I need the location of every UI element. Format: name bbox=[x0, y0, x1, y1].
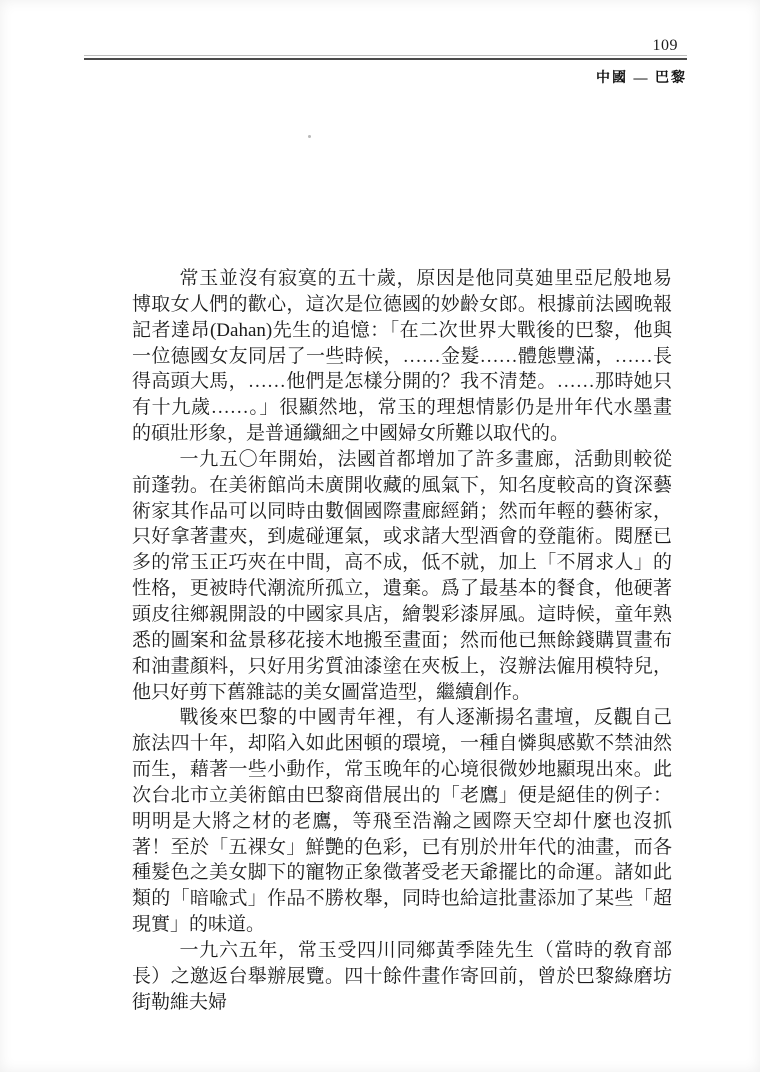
running-header: 中國 — 巴黎 bbox=[596, 71, 687, 86]
scan-speck bbox=[308, 135, 311, 138]
paragraph-3: 戰後來巴黎的中國靑年裡，有人逐漸揚名畫壇，反觀自己旅法四十年，却陷入如此困頓的環境，一種自憐與感歎不禁油然而生，藉著一些小動作，常玉晚年的心境很微妙地顯現出來。此次台北市立美術館由巴黎商借展出的「老鷹」便是絕佳的例子：明明是大將之材的老鷹，等飛至浩瀚之國際天空却什麼也沒抓著！至於「五裸女」鮮艷的色彩，已有別於卅年代的油畫，而各種髮色之美女脚下的寵物正象徵著受老天爺擺比的命運。諸如此類的「暗喩式」作品不勝枚舉，同時也給這批畫添加了某些「超現實」的味道。 bbox=[132, 707, 672, 936]
paragraph-4: 一九六五年，常玉受四川同鄉黃季陸先生（當時的敎育部長）之邀返台舉辦展覽。四十餘件畫作寄回前，曾於巴黎綠磨坊街勒維夫婦 bbox=[132, 939, 672, 1013]
body-text bbox=[132, 266, 672, 1015]
page-number: 109 bbox=[652, 37, 678, 54]
paragraph-2: 一九五〇年開始，法國首都增加了許多畫廊，活動則較從前蓬勃。在美術館尚未廣開收藏的風氣下，知名度較高的資深藝術家其作品可以同時由數個國際畫廊經銷；然而年輕的藝術家，只好拿著畫夾，到處碰運氣，或求諸大型酒會的登龍術。閱歷已多的常玉正巧夾在中間，高不成，低不就，加上「不屑求人」的性格，更被時代潮流所孤立，遺棄。爲了最基本的餐食，他硬著頭皮往鄉親開設的中國家具店，繪製彩漆屏風。這時候，童年熟悉的圖案和盆景移花接木地搬至畫面；然而他已無餘錢購買畫布和油畫顏料，只好用劣質油漆塗在夾板上，沒辦法僱用模特兒，他只好剪下舊雜誌的美女圖當造型，繼續創作。 bbox=[132, 448, 672, 703]
paragraph-1: 常玉並沒有寂寞的五十歲，原因是他同莫廸里亞尼般地易博取女人們的歡心，這次是位德國的妙齡女郎。根據前法國晚報記者達昂(Dahan)先生的追憶：「在二次世界大戰後的巴黎，他與一位德國女友同居了一些時候，……金髮……體態豐滿，……長得高頭大馬，……他們是怎樣分開的？我不清楚。……那時她只有十九歲……。」很顯然地，常玉的理想情影仍是卅年代水墨畫的碩壯形象，是普通纖細之中國婦女所難以取代的。 bbox=[132, 268, 672, 445]
header-rule-thin bbox=[84, 55, 687, 56]
header-rule bbox=[84, 58, 687, 60]
